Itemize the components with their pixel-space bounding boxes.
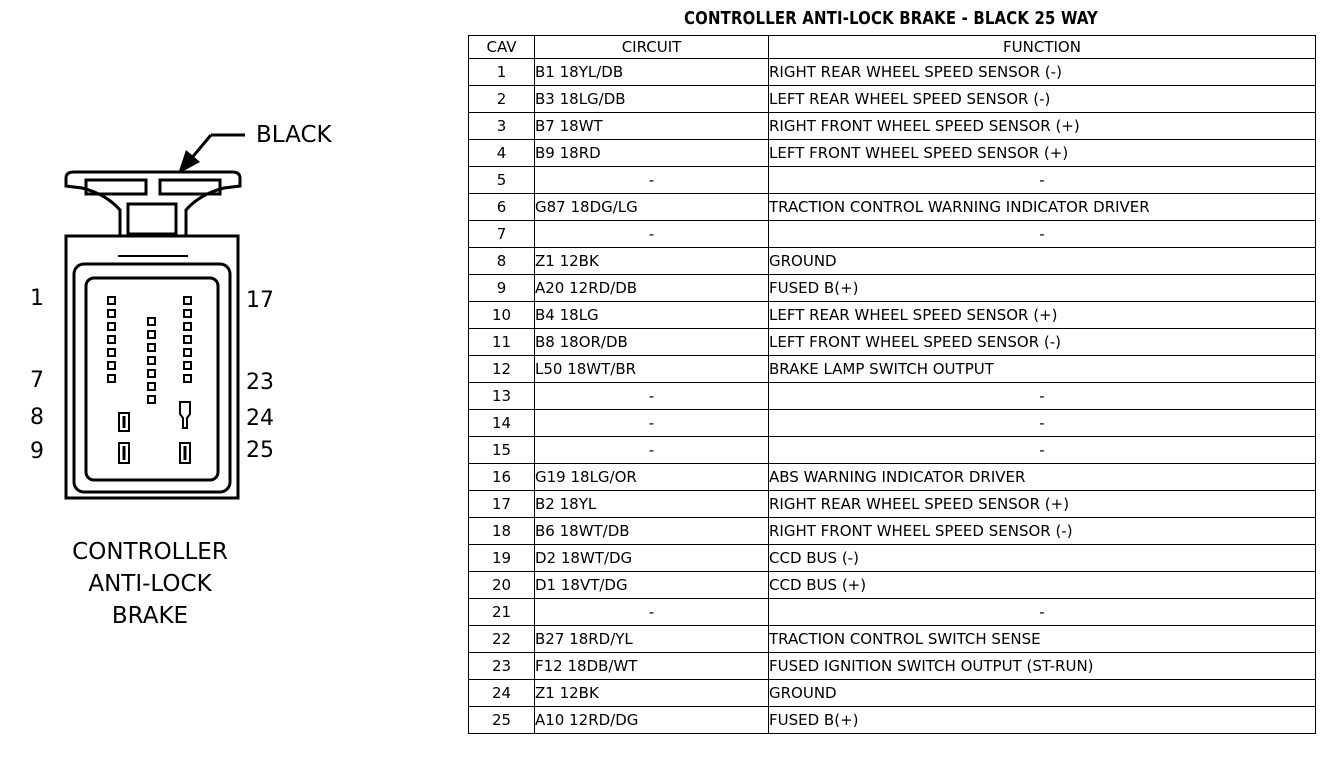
table-row [469,140,1316,167]
function-cell: CCD BUS (-) [769,545,1316,572]
pin-label-25: 25 [246,438,274,463]
table-row [469,410,1316,437]
table-row [469,518,1316,545]
pin-label-7: 7 [30,368,44,393]
table-row [469,464,1316,491]
circuit-cell: A10 12RD/DG [535,707,769,734]
function-cell: GROUND [769,248,1316,275]
circuit-cell: L50 18WT/BR [535,356,769,383]
cav-cell: 21 [469,599,535,626]
circuit-cell: B9 18RD [535,140,769,167]
cav-cell: 24 [469,680,535,707]
cav-cell: 4 [469,140,535,167]
circuit-cell: B1 18YL/DB [535,59,769,86]
cav-cell: 10 [469,302,535,329]
function-cell: - [769,167,1316,194]
table-row [469,599,1316,626]
cav-cell: 1 [469,59,535,86]
circuit-cell: F12 18DB/WT [535,653,769,680]
cav-cell: 2 [469,86,535,113]
function-cell: LEFT FRONT WHEEL SPEED SENSOR (+) [769,140,1316,167]
cav-cell: 25 [469,707,535,734]
table-row [469,86,1316,113]
cav-cell: 22 [469,626,535,653]
table-row [469,113,1316,140]
circuit-cell: A20 12RD/DB [535,275,769,302]
circuit-cell: - [535,221,769,248]
table-row [469,194,1316,221]
function-cell: RIGHT REAR WHEEL SPEED SENSOR (+) [769,491,1316,518]
cav-cell: 15 [469,437,535,464]
function-cell: BRAKE LAMP SWITCH OUTPUT [769,356,1316,383]
cav-cell: 3 [469,113,535,140]
function-cell: LEFT REAR WHEEL SPEED SENSOR (-) [769,86,1316,113]
circuit-cell: - [535,167,769,194]
circuit-cell: B6 18WT/DB [535,518,769,545]
table-row [469,167,1316,194]
caption-line-1: CONTROLLER [72,539,228,565]
cav-cell: 9 [469,275,535,302]
cav-cell: 6 [469,194,535,221]
pin-label-23: 23 [246,370,274,395]
function-cell: FUSED B(+) [769,275,1316,302]
function-cell: TRACTION CONTROL WARNING INDICATOR DRIVER [769,194,1316,221]
cav-cell: 16 [469,464,535,491]
table-row [469,653,1316,680]
table-header-row [469,36,1316,59]
circuit-cell: - [535,599,769,626]
table-row [469,572,1316,599]
cav-cell: 12 [469,356,535,383]
connector-latch [66,172,240,236]
function-cell: CCD BUS (+) [769,572,1316,599]
table-row [469,329,1316,356]
table-row [469,491,1316,518]
circuit-cell: - [535,410,769,437]
pin-label-8: 8 [30,405,44,430]
function-cell: - [769,437,1316,464]
function-cell: FUSED IGNITION SWITCH OUTPUT (ST-RUN) [769,653,1316,680]
table-row [469,626,1316,653]
function-cell: RIGHT REAR WHEEL SPEED SENSOR (-) [769,59,1316,86]
table-row [469,680,1316,707]
table-row [469,707,1316,734]
cav-cell: 18 [469,518,535,545]
connector-body [66,236,238,498]
cav-cell: 8 [469,248,535,275]
circuit-cell: G87 18DG/LG [535,194,769,221]
table-row [469,302,1316,329]
cav-cell: 17 [469,491,535,518]
function-cell: LEFT FRONT WHEEL SPEED SENSOR (-) [769,329,1316,356]
cav-cell: 11 [469,329,535,356]
circuit-cell: B8 18OR/DB [535,329,769,356]
connector-drawing [0,0,460,772]
header-cav: CAV [469,36,535,59]
table-row [469,545,1316,572]
function-cell: RIGHT FRONT WHEEL SPEED SENSOR (+) [769,113,1316,140]
table-row [469,248,1316,275]
cav-cell: 14 [469,410,535,437]
black-leader-arrow [178,135,245,174]
circuit-cell: - [535,383,769,410]
pin-label-9: 9 [30,439,44,464]
power-terminals [119,402,190,463]
function-cell: FUSED B(+) [769,707,1316,734]
pin-label-17: 17 [246,288,274,313]
function-cell: TRACTION CONTROL SWITCH SENSE [769,626,1316,653]
table-title: CONTROLLER ANTI-LOCK BRAKE - BLACK 25 WAY [684,8,1098,29]
function-cell: - [769,383,1316,410]
table-row [469,437,1316,464]
table-row [469,221,1316,248]
function-cell: RIGHT FRONT WHEEL SPEED SENSOR (-) [769,518,1316,545]
pin-column-right [184,297,191,382]
header-circuit: CIRCUIT [535,36,769,59]
circuit-cell: B3 18LG/DB [535,86,769,113]
function-cell: - [769,599,1316,626]
circuit-cell: Z1 12BK [535,248,769,275]
circuit-cell: D2 18WT/DG [535,545,769,572]
table-row [469,383,1316,410]
pin-label-24: 24 [246,406,274,431]
circuit-cell: B2 18YL [535,491,769,518]
function-cell: GROUND [769,680,1316,707]
cav-cell: 13 [469,383,535,410]
cav-cell: 5 [469,167,535,194]
pinout-table [468,35,1316,734]
cav-cell: 7 [469,221,535,248]
header-function: FUNCTION [769,36,1316,59]
function-cell: LEFT REAR WHEEL SPEED SENSOR (+) [769,302,1316,329]
circuit-cell: B4 18LG [535,302,769,329]
table-row [469,59,1316,86]
function-cell: ABS WARNING INDICATOR DRIVER [769,464,1316,491]
pin-label-1: 1 [30,286,44,311]
pin-column-middle [148,318,155,403]
connector-caption [20,536,280,632]
circuit-cell: D1 18VT/DG [535,572,769,599]
connector-diagram [0,0,460,772]
circuit-cell: Z1 12BK [535,680,769,707]
cav-cell: 19 [469,545,535,572]
table-body [469,59,1316,734]
pin-column-left [108,297,115,382]
cav-cell: 23 [469,653,535,680]
function-cell: - [769,410,1316,437]
function-cell: - [769,221,1316,248]
table-row [469,356,1316,383]
caption-line-3: BRAKE [111,603,189,629]
table-row [469,275,1316,302]
circuit-cell: G19 18LG/OR [535,464,769,491]
circuit-cell: B27 18RD/YL [535,626,769,653]
circuit-cell: B7 18WT [535,113,769,140]
cav-cell: 20 [469,572,535,599]
connector-color-label: BLACK [256,122,332,148]
circuit-cell: - [535,437,769,464]
caption-line-2: ANTI-LOCK [88,571,212,597]
